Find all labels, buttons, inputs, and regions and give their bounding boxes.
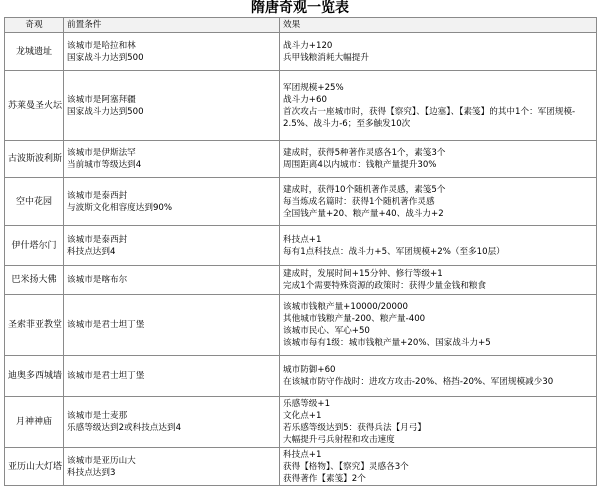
condition-cell bbox=[64, 295, 280, 356]
effect-cell bbox=[280, 33, 597, 71]
condition-line: 该城市是泰西封 bbox=[67, 190, 128, 201]
table-row bbox=[5, 356, 597, 397]
condition-line: 该城市是伊斯法罕 bbox=[67, 148, 136, 158]
table-row bbox=[5, 33, 597, 71]
condition-line: 国家战斗力达到500 bbox=[67, 52, 144, 63]
effect-line: 全国钱产量+20、粮产量+40、战斗力+2 bbox=[283, 208, 444, 219]
effect-cell bbox=[280, 295, 597, 356]
condition-line: 该城市是君士坦丁堡 bbox=[67, 320, 145, 330]
effect-line: 军团规模+25% bbox=[283, 82, 344, 93]
condition-line: 国家战斗力达到500 bbox=[67, 106, 144, 117]
condition-cell bbox=[64, 448, 280, 486]
effect-line: 获得【格物】、【察究】灵感各3个 bbox=[283, 461, 409, 472]
condition-line: 该城市是哈拉和林 bbox=[67, 40, 136, 51]
effect-line: 若乐感等级达到5：获得兵法【月弓】 bbox=[283, 423, 426, 433]
effect-line: 2.5%、战斗力-6；至多触发10次 bbox=[283, 118, 411, 129]
wonder-name: 迪奥多西城墙 bbox=[5, 356, 64, 397]
header-condition: 前置条件 bbox=[64, 18, 280, 33]
effect-cell bbox=[280, 178, 597, 226]
condition-line: 当前城市等级达到4 bbox=[67, 160, 142, 170]
table-row bbox=[5, 226, 597, 266]
condition-line: 该城市是亚历山大 bbox=[67, 455, 136, 466]
wonder-name: 巴米扬大佛 bbox=[5, 266, 64, 295]
effect-line: 其他城市钱粮产量-200、粮产量-400 bbox=[283, 314, 426, 324]
effect-line: 战斗力+60 bbox=[283, 94, 327, 105]
effect-line: 科技点+1 bbox=[283, 234, 322, 245]
effect-line: 建成时，获得10个随机著作灵感，素笺5个 bbox=[283, 184, 446, 195]
effect-line: 该城市钱粮产量+10000/20000 bbox=[283, 302, 408, 312]
condition-line: 与波斯文化相容度达到90% bbox=[67, 202, 173, 213]
effect-line: 文化点+1 bbox=[283, 411, 322, 421]
wonder-name: 伊什塔尔门 bbox=[5, 226, 64, 266]
effect-line: 科技点+1 bbox=[283, 449, 322, 460]
condition-line: 科技点达到3 bbox=[67, 467, 116, 478]
table-row bbox=[5, 266, 597, 295]
table-row bbox=[5, 397, 597, 448]
effect-line: 获得著作【素笺】2个 bbox=[283, 473, 366, 484]
effect-cell bbox=[280, 448, 597, 486]
condition-line: 该城市是士麦那 bbox=[67, 411, 128, 421]
effect-line: 首次攻占一座城市时，获得【察究】、【边塞】、【素笺】的其中1个：军团规模- bbox=[283, 106, 576, 117]
condition-line: 该城市是喀布尔 bbox=[67, 275, 128, 285]
wonder-name: 古波斯波利斯 bbox=[5, 141, 64, 178]
wonder-name: 月神神庙 bbox=[5, 397, 64, 448]
condition-line: 该城市是泰西封 bbox=[67, 234, 128, 245]
effect-line: 战斗力+120 bbox=[283, 40, 333, 51]
wonder-name: 圣索菲亚教堂 bbox=[5, 295, 64, 356]
condition-cell bbox=[64, 71, 280, 141]
effect-line: 建成时，获得5种著作灵感各1个，素笺3个 bbox=[283, 148, 446, 158]
table-row bbox=[5, 141, 597, 178]
condition-line: 该城市是阿塞拜疆 bbox=[67, 94, 136, 105]
condition-cell bbox=[64, 178, 280, 226]
effect-cell bbox=[280, 356, 597, 397]
header-row bbox=[5, 18, 597, 33]
wonder-name: 龙城遗址 bbox=[5, 33, 64, 71]
effect-line: 该城市民心、军心+50 bbox=[283, 326, 370, 336]
wonder-name: 空中花园 bbox=[5, 178, 64, 226]
table-row bbox=[5, 71, 597, 141]
condition-cell bbox=[64, 266, 280, 295]
wonder-table bbox=[4, 17, 597, 486]
table-row bbox=[5, 448, 597, 486]
condition-cell bbox=[64, 397, 280, 448]
condition-line: 该城市是君士坦丁堡 bbox=[67, 371, 145, 381]
wonder-name: 亚历山大灯塔 bbox=[5, 448, 64, 486]
header-effect: 效果 bbox=[280, 18, 597, 33]
effect-line: 兵甲钱粮消耗大幅提升 bbox=[283, 52, 369, 63]
table-row bbox=[5, 295, 597, 356]
table-row bbox=[5, 178, 597, 226]
condition-cell bbox=[64, 33, 280, 71]
effect-cell bbox=[280, 71, 597, 141]
table-body bbox=[5, 33, 597, 486]
wonder-name: 苏莱曼圣火坛 bbox=[5, 71, 64, 141]
effect-line: 每有1点科技点：战斗力+5、军团规模+2%（至多10层） bbox=[283, 246, 505, 257]
effect-line: 大幅提升弓兵射程和攻击速度 bbox=[283, 435, 395, 445]
condition-line: 科技点达到4 bbox=[67, 246, 116, 257]
effect-line: 城市防御+60 bbox=[283, 365, 336, 375]
effect-cell bbox=[280, 266, 597, 295]
header-name: 奇观 bbox=[5, 18, 64, 33]
effect-line: 在该城市防守作战时：进攻方攻击-20%、格挡-20%、军团规模减少30 bbox=[283, 377, 554, 387]
condition-cell bbox=[64, 356, 280, 397]
effect-line: 周围距离4以内城市：钱粮产量提升30% bbox=[283, 160, 437, 170]
effect-line: 该城市每有1级：城市钱粮产量+20%、国家战斗力+5 bbox=[283, 338, 491, 348]
effect-line: 乐感等级+1 bbox=[283, 399, 331, 409]
effect-line: 建成时，发展时间+15分钟、修行等级+1 bbox=[283, 269, 443, 279]
condition-cell bbox=[64, 141, 280, 178]
page-title: 隋唐奇观一览表 bbox=[251, 0, 349, 16]
effect-line: 每当炼成名篇时：获得1个随机著作灵感 bbox=[283, 196, 435, 207]
effect-cell bbox=[280, 141, 597, 178]
effect-cell bbox=[280, 397, 597, 448]
condition-cell bbox=[64, 226, 280, 266]
effect-cell bbox=[280, 226, 597, 266]
condition-line: 乐感等级达到2或科技点达到4 bbox=[67, 423, 182, 433]
effect-line: 完成1个需要特殊资源的政策时：获得少量金钱和粮食 bbox=[283, 281, 487, 291]
